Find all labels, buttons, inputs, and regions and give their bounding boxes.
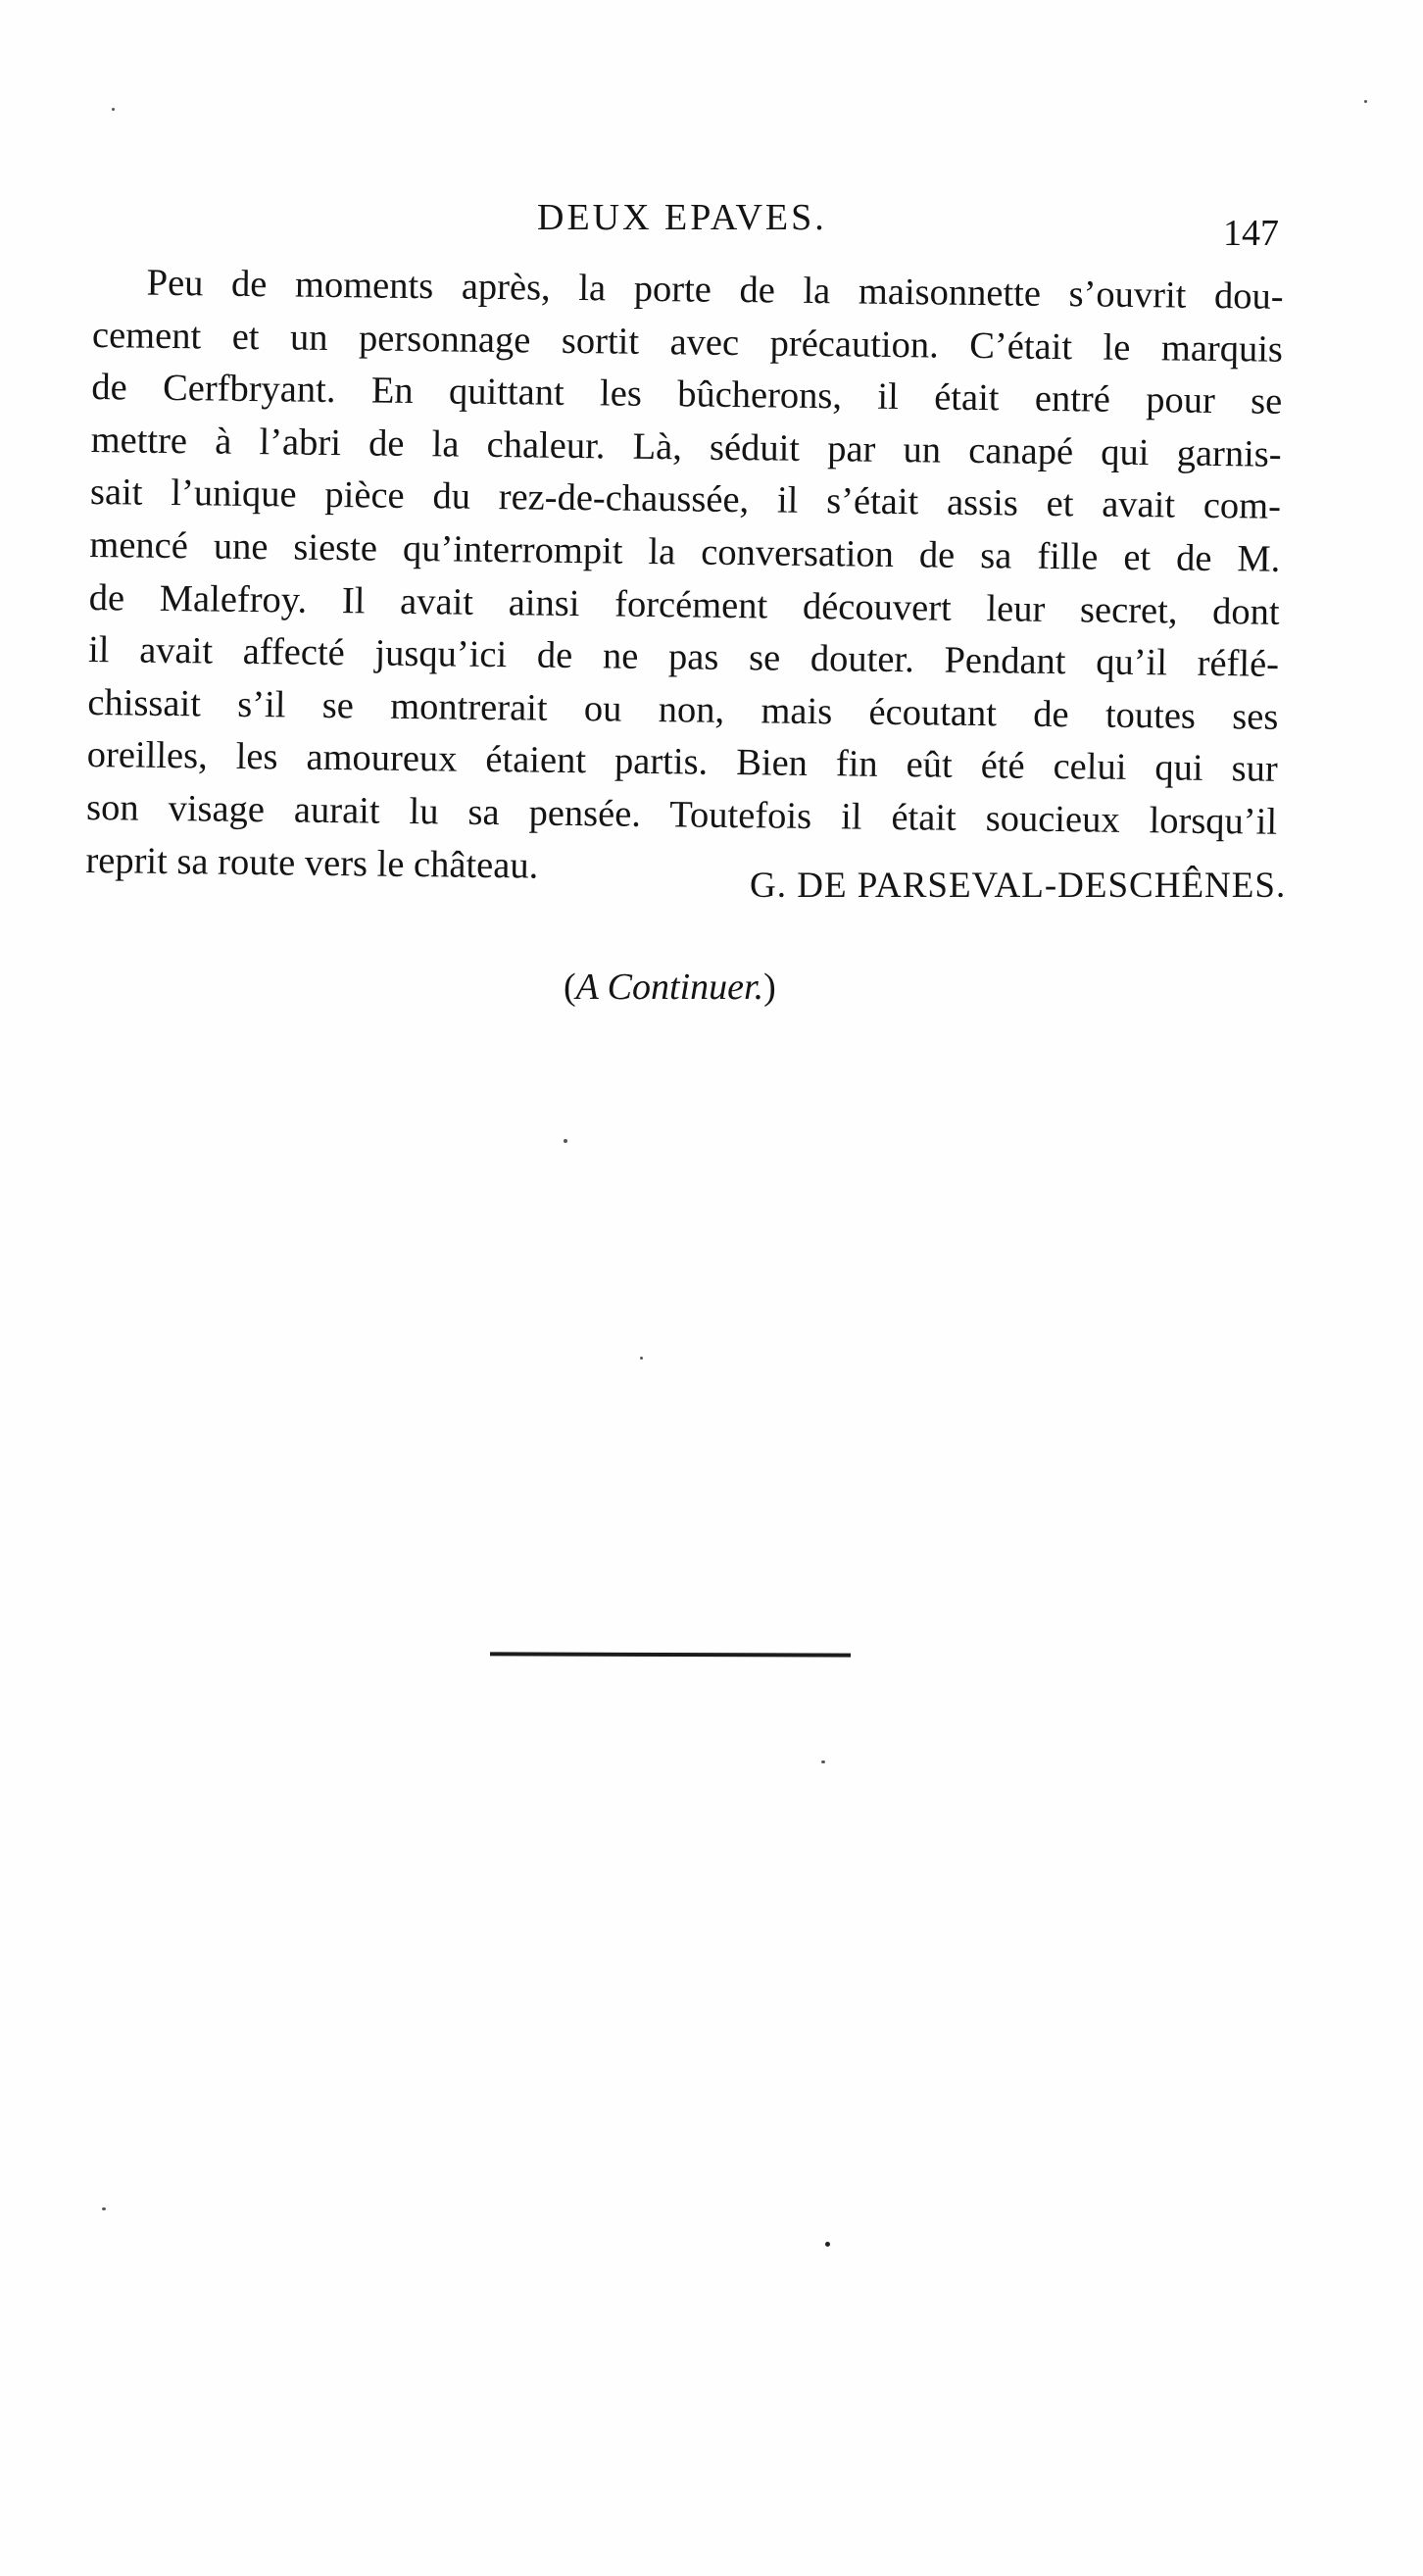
continuation-open-paren: ( xyxy=(564,966,576,1008)
text-line: mencé une sieste qu’interrompit la conversation de sa fille et de M. xyxy=(89,523,1281,580)
author-signature: G. DE PARSEVAL-DESCHÊNES. xyxy=(750,866,1287,906)
running-title: DEUX EPAVES. xyxy=(537,197,827,238)
text-line: il avait affecté jusqu’ici de ne pas se douter. Pendant qu’il réflé- xyxy=(87,629,1280,685)
running-head xyxy=(0,196,1423,255)
end-rule xyxy=(490,1652,851,1657)
text-line: cement et un personnage sortit avec précaution. C’était le marquis xyxy=(91,314,1284,371)
body-paragraph xyxy=(85,257,1284,902)
text-line: Peu de moments après, la porte de la maisonnette s’ouvrit dou- xyxy=(146,262,1284,318)
continuation-text: A Continuer. xyxy=(575,966,764,1008)
text-line: oreilles, les amoureux étaient partis. Bien fin eût été celui qui sur xyxy=(86,734,1278,791)
print-speck xyxy=(640,1357,643,1360)
print-speck xyxy=(821,1760,825,1763)
page-number: 147 xyxy=(1223,213,1279,254)
text-line: son visage aurait lu sa pensée. Toutefois il était soucieux lorsqu’il xyxy=(85,786,1278,843)
text-line: chissait s’il se montrerait ou non, mais écoutant de toutes ses xyxy=(87,681,1279,738)
text-line: de Cerfbryant. En quittant les bûcherons, il était entré pour se xyxy=(91,367,1283,423)
print-speck xyxy=(1364,100,1367,103)
text-line: reprit sa route vers le château. xyxy=(85,839,539,887)
print-speck xyxy=(102,2207,106,2210)
print-speck xyxy=(564,1139,567,1143)
print-speck xyxy=(112,108,115,111)
print-speck xyxy=(825,2242,830,2247)
text-line: sait l’unique pièce du rez-de-chaussée, il s’était assis et avait com- xyxy=(89,471,1282,528)
text-line: de Malefroy. Il avait ainsi forcément découvert leur secret, dont xyxy=(88,576,1280,633)
continuation-note xyxy=(564,966,776,1009)
text-line: mettre à l’abri de la chaleur. Là, séduit par un canapé qui garnis- xyxy=(90,419,1282,475)
continuation-close-paren: ) xyxy=(763,966,776,1008)
